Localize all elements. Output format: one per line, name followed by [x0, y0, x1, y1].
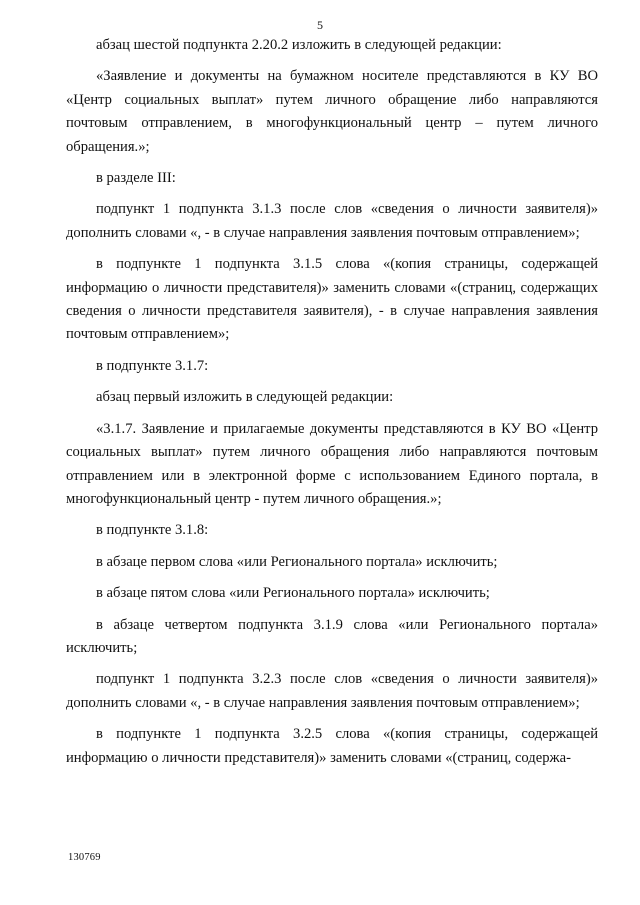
- paragraph-12: в абзаце четвертом подпункта 3.1.9 слова «или Регионального портала» исключить;: [66, 616, 598, 656]
- paragraph-10: в абзаце первом слова «или Регионального портала» исключить;: [96, 553, 498, 570]
- paragraph-5: в подпункте 1 подпункта 3.1.5 слова «(копия страницы, содержащей информацию о личности представителя)» заменить словами «(страниц, содержащих сведения о личности представителя заявителя), - в случае направления заявления почтовым отправлением»;: [66, 256, 598, 343]
- paragraph-2: «Заявление и документы на бумажном носителе представляются в КУ ВО «Центр социальных выплат» путем личного обращение либо направляются почтовым отправлением, в многофункциональный центр – путем личного обращения.»;: [66, 68, 598, 155]
- paragraph-13: подпункт 1 подпункта 3.2.3 после слов «сведения о личности заявителя)» дополнить словами «, - в случае направления заявления почтовым отправлением»;: [66, 671, 598, 711]
- paragraph-9: в подпункте 3.1.8:: [96, 522, 209, 539]
- document-code: 130769: [68, 852, 101, 863]
- paragraph-3: в разделе III:: [96, 170, 176, 187]
- document-body: [66, 34, 598, 770]
- paragraph-6: в подпункте 3.1.7:: [96, 357, 209, 374]
- paragraph-11: в абзаце пятом слова «или Регионального портала» исключить;: [96, 585, 490, 602]
- paragraph-14: в подпункте 1 подпункта 3.2.5 слова «(копия страницы, содержащей информацию о личности представителя)» заменить словами «(страниц, содержа-: [66, 726, 598, 766]
- paragraph-7: абзац первый изложить в следующей редакции:: [96, 389, 394, 406]
- page-number: 5: [317, 18, 323, 32]
- paragraph-8: «3.1.7. Заявление и прилагаемые документы представляются в КУ ВО «Центр социальных выплат» путем личного обращения либо направляются почтовым отправлением или в электронной форме с использованием Единого портала, в многофункциональный центр - путем личного обращения.»;: [66, 420, 598, 507]
- paragraph-1: абзац шестой подпункта 2.20.2 изложить в следующей редакции:: [96, 37, 502, 53]
- paragraph-4: подпункт 1 подпункта 3.1.3 после слов «сведения о личности заявителя)» дополнить словами «, - в случае направления заявления почтовым отправлением»;: [66, 201, 598, 241]
